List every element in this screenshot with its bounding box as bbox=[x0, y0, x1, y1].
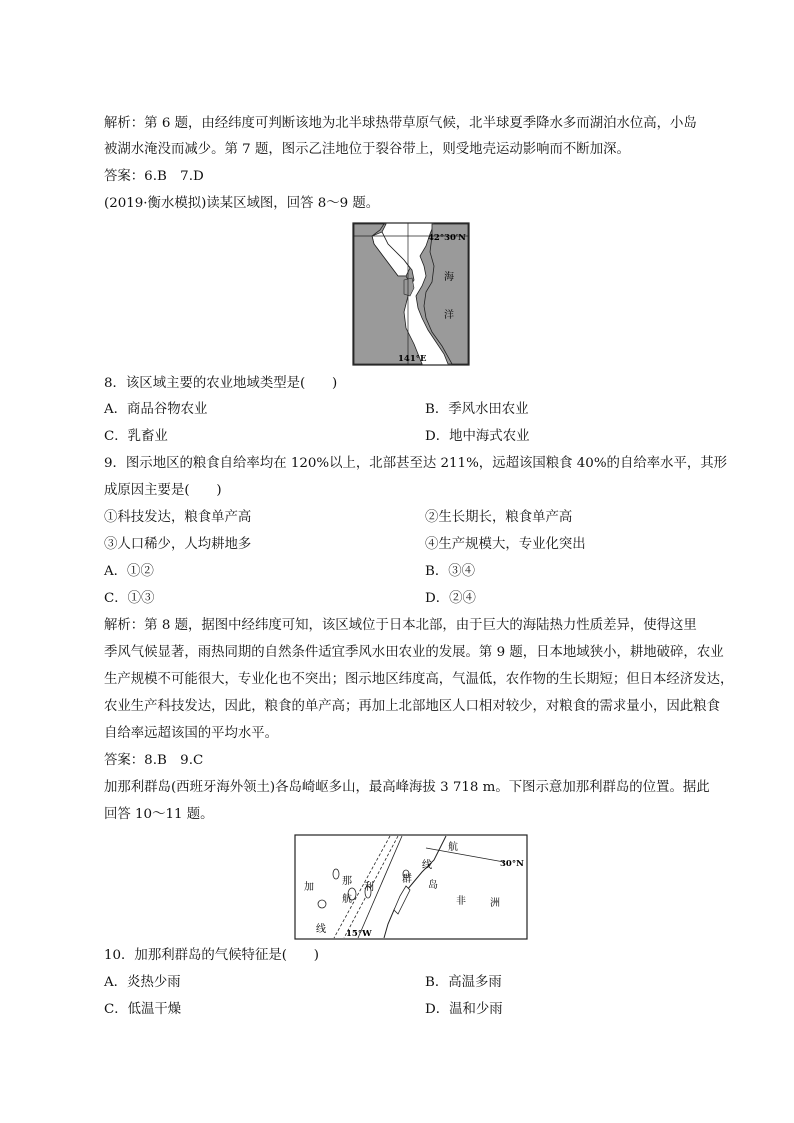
answer-8-9: 答案：8.B 9.C bbox=[104, 753, 204, 768]
analysis-8-9-line4: 农业生产科技发达，因此，粮食的单产高；再加上北部地区人口相对较少，对粮食的需求量小，因此粮食 bbox=[104, 699, 720, 714]
map1-sea-char2: 洋 bbox=[444, 310, 454, 321]
intro-10-11-line2: 回答 10～11 题。 bbox=[104, 807, 214, 822]
map1-lon-label: 141°E bbox=[398, 354, 427, 364]
map2-char-hang: 航 bbox=[342, 894, 352, 905]
q8-option-a: A．商品谷物农业 bbox=[104, 402, 208, 417]
intro-8-9: (2019·衡水模拟)读某区域图，回答 8～9 题。 bbox=[104, 196, 380, 211]
map2-char-xian: 线 bbox=[316, 924, 326, 935]
q8-option-c: C．乳畜业 bbox=[104, 429, 168, 444]
answer-6-7: 答案：6.B 7.D bbox=[104, 169, 204, 184]
q9-stem-line2: 成原因主要是( ) bbox=[104, 483, 222, 498]
map2-char-jia: 加 bbox=[304, 882, 314, 893]
map2-char-qun: 群 bbox=[402, 874, 412, 885]
map2-char-na: 那 bbox=[342, 876, 352, 887]
q9-statement-2: ②生长期长，粮食单产高 bbox=[425, 510, 573, 525]
q9-statement-4: ④生产规模大，专业化突出 bbox=[425, 537, 586, 552]
region-map-hokkaido bbox=[352, 222, 470, 366]
analysis-6-7-line1: 解析：第 6 题，由经纬度可判断该地为北半球热带草原气候，北半球夏季降水多而湖泊水位高，小岛 bbox=[104, 116, 697, 131]
q10-stem: 10．加那利群岛的气候特征是( ) bbox=[104, 948, 319, 963]
q9-statement-3: ③人口稀少，人均耕地多 bbox=[104, 537, 252, 552]
q10-option-a: A．炎热少雨 bbox=[104, 975, 181, 990]
q9-option-c: C．①③ bbox=[104, 591, 155, 606]
map2-lat-label: 30°N bbox=[500, 859, 524, 869]
map2-africa-zhou: 洲 bbox=[490, 898, 500, 909]
map1-sea-char1: 海 bbox=[444, 272, 454, 283]
q9-option-a: A．①② bbox=[104, 564, 154, 579]
analysis-8-9-line2: 季风气候显著，雨热同期的自然条件适宜季风水田农业的发展。第 9 题，日本地域狭小，耕地破碎，农业 bbox=[104, 645, 724, 660]
q9-option-d: D．②④ bbox=[425, 591, 476, 606]
map2-frame bbox=[295, 835, 527, 939]
analysis-8-9-line5: 自给率远超该国的平均水平。 bbox=[104, 726, 279, 741]
map2-char-dao: 岛 bbox=[428, 880, 438, 891]
q8-option-b: B．季风水田农业 bbox=[425, 402, 529, 417]
analysis-8-9-line1: 解析：第 8 题，据图中经纬度可知，该区域位于日本北部，由于巨大的海陆热力性质差异，使得这里 bbox=[104, 618, 697, 633]
q9-stem-line1: 9．图示地区的粮食自给率均在 120%以上，北部甚至达 211%，远超该国粮食 40%的自给率水平，其形 bbox=[104, 456, 728, 471]
analysis-6-7-line2: 被湖水淹没而减少。第 7 题，图示乙洼地位于裂谷带上，则受地壳运动影响而不断加深。 bbox=[104, 142, 630, 157]
q10-option-b: B．高温多雨 bbox=[425, 975, 502, 990]
q10-option-d: D．温和少雨 bbox=[425, 1002, 503, 1017]
map2-route-hang: 航 bbox=[448, 842, 458, 853]
q9-statement-1: ①科技发达，粮食单产高 bbox=[104, 510, 252, 525]
map2-char-li: 利 bbox=[364, 882, 374, 893]
island-2 bbox=[318, 900, 326, 908]
map1-lat-label: 42°30′N bbox=[428, 233, 466, 243]
q10-option-c: C．低温干燥 bbox=[104, 1002, 182, 1017]
map2-africa-fei: 非 bbox=[456, 896, 466, 907]
analysis-8-9-line3: 生产规模不可能很大，专业化也不突出；图示地区纬度高，气温低，农作物的生长期短；但日本经济发达， bbox=[104, 672, 734, 687]
q9-option-b: B．③④ bbox=[425, 564, 476, 579]
map2-lon-label: 15°W bbox=[346, 929, 372, 939]
map2-route-xian: 线 bbox=[422, 860, 432, 871]
intro-10-11-line1: 加那利群岛(西班牙海外领土)各岛崎岖多山，最高峰海拔 3 718 m。下图示意加那利群岛的位置。据此 bbox=[104, 780, 710, 795]
canary-islands-map bbox=[294, 834, 528, 940]
island-1 bbox=[333, 869, 339, 879]
q8-option-d: D．地中海式农业 bbox=[425, 429, 530, 444]
q8-stem: 8．该区域主要的农业地域类型是( ) bbox=[104, 376, 338, 391]
